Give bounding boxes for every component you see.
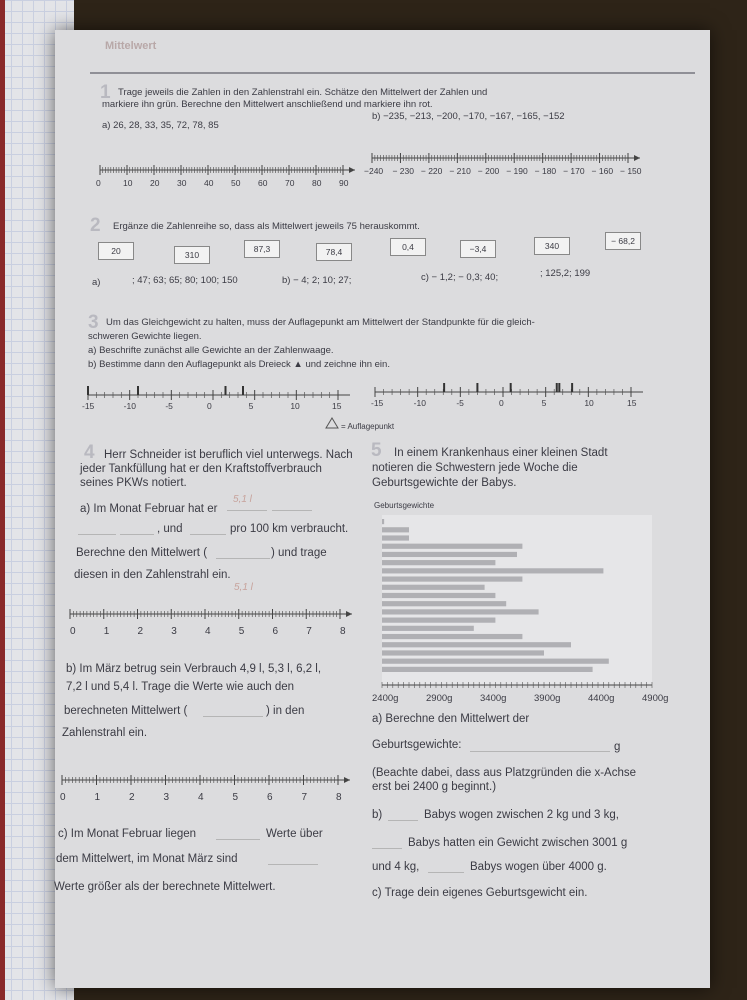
task5-a2: Geburtsgewichte: xyxy=(372,739,462,751)
axis-tick-label: 6 xyxy=(272,626,279,637)
task5-number: 5 xyxy=(371,440,382,461)
answer-blank[interactable] xyxy=(216,558,270,559)
axis-tick-label: − 150 xyxy=(620,166,642,176)
axis-tick-label: -15 xyxy=(82,401,95,411)
number-line-4b xyxy=(62,770,352,794)
axis-tick-label: 5 xyxy=(232,792,239,803)
task4-a2-mid: , und xyxy=(157,523,183,535)
task5-b1-end: Babys wogen zwischen 2 kg und 3 kg, xyxy=(424,809,619,821)
bar xyxy=(382,535,409,540)
task4-a4: diesen in den Zahlenstrahl ein. xyxy=(74,569,231,581)
task4-b2: 7,2 l und 5,4 l. Trage die Werte wie auch den xyxy=(66,681,295,693)
task1-number: 1 xyxy=(100,82,111,103)
answer-blank[interactable] xyxy=(470,751,610,752)
bar xyxy=(382,585,485,590)
axis-tick-label: − 200 xyxy=(477,166,500,176)
axis-tick-label: 20 xyxy=(150,178,160,188)
task3-line1: Um das Gleichgewicht zu halten, muss der Auflagepunkt am Mittelwert der Standpunkte für die gleich- xyxy=(106,317,535,328)
answer-blank[interactable] xyxy=(388,820,418,821)
task5-b3: und 4 kg, xyxy=(372,861,420,873)
task4-a1: a) Im Monat Februar hat er xyxy=(80,503,218,515)
arrow-icon xyxy=(634,155,640,161)
handwritten-value: 5,1 l xyxy=(234,582,253,593)
bar xyxy=(382,642,571,647)
answer-blank[interactable] xyxy=(203,716,263,717)
task3-number: 3 xyxy=(88,312,99,333)
axis-tick-label: 7 xyxy=(301,792,308,803)
axis-tick-label: − 210 xyxy=(449,166,471,176)
notebook-edge xyxy=(0,0,5,1000)
bar xyxy=(382,650,544,655)
task4-b3: berechneten Mittelwert ( xyxy=(64,705,188,717)
bar xyxy=(382,527,409,532)
axis-tick-label: -15 xyxy=(371,398,384,408)
number-line-4a xyxy=(70,604,355,628)
task4-b4: Zahlenstrahl ein. xyxy=(62,727,148,739)
task4-b3-end: ) in den xyxy=(266,705,305,717)
arrow-icon xyxy=(349,167,355,173)
chart-tick-label: 2900g xyxy=(426,693,453,704)
task4-c1: c) Im Monat Februar liegen xyxy=(58,828,197,840)
axis-tick-label: 10 xyxy=(584,398,594,408)
axis-tick-label: 1 xyxy=(94,792,101,803)
task4-number: 4 xyxy=(84,442,95,463)
chart-tick-label: 3400g xyxy=(480,693,507,704)
triangle-icon xyxy=(325,417,339,429)
axis-tick-label: 0 xyxy=(499,398,504,408)
task4-line3: seines PKWs notiert. xyxy=(80,477,187,489)
number-card: 310 xyxy=(174,246,210,264)
bar xyxy=(382,560,495,565)
axis-tick-label: − 180 xyxy=(534,166,557,176)
task1-a-label: a) 26, 28, 33, 35, 72, 78, 85 xyxy=(102,120,219,131)
answer-blank[interactable] xyxy=(78,534,116,535)
axis-tick-label: 90 xyxy=(339,178,349,188)
chart-tick-label: 3900g xyxy=(534,693,561,704)
axis-tick-label: 40 xyxy=(204,178,214,188)
task5-line3: Geburtsgewichte der Babys. xyxy=(372,477,517,489)
number-card: 20 xyxy=(98,242,134,260)
task4-c3: Werte größer als der berechnete Mittelwert. xyxy=(54,881,276,893)
task5-a2-unit: g xyxy=(614,741,621,753)
answer-blank[interactable] xyxy=(216,839,260,840)
task5-line1: In einem Krankenhaus einer kleinen Stadt xyxy=(394,447,608,459)
axis-tick-label: 0 xyxy=(70,626,76,637)
bar xyxy=(382,626,474,631)
task1-text-2: markiere ihn grün. Berechne den Mittelwert anschließend und markiere ihn rot. xyxy=(102,99,433,110)
header-rule xyxy=(90,72,695,74)
axis-tick-label: 4 xyxy=(205,626,211,637)
bar xyxy=(382,544,522,549)
axis-tick-label: − 190 xyxy=(506,166,528,176)
handwritten-value: 5,1 l xyxy=(233,494,252,505)
bar xyxy=(382,634,522,639)
axis-tick-label: − 160 xyxy=(591,166,614,176)
axis-tick-label: − 170 xyxy=(563,166,585,176)
task5-b3-end: Babys wogen über 4000 g. xyxy=(470,861,607,873)
axis-tick-label: 2 xyxy=(129,792,135,803)
task4-line1: Herr Schneider ist beruflich viel unterwegs. Nach xyxy=(104,449,353,461)
axis-tick-label: -5 xyxy=(165,401,173,411)
axis-tick-label: 7 xyxy=(306,626,312,637)
task1-b-label: b) −235, −213, −200, −170, −167, −165, −152 xyxy=(372,111,565,122)
answer-blank[interactable] xyxy=(190,534,226,535)
task5-a3: (Beachte dabei, dass aus Platzgründen die x-Achse xyxy=(372,767,637,779)
chart-title: Geburtsgewichte xyxy=(374,501,435,510)
axis-tick-label: 5 xyxy=(248,401,254,411)
number-card: 340 xyxy=(534,237,570,255)
answer-blank[interactable] xyxy=(372,848,402,849)
task4-c1-end: Werte über xyxy=(266,828,323,840)
answer-blank[interactable] xyxy=(272,510,312,511)
chart-tick-label: 4400g xyxy=(588,693,615,704)
axis-tick-label: 0 xyxy=(60,792,66,803)
axis-tick-label: 15 xyxy=(627,398,637,408)
number-card: 0,4 xyxy=(390,238,426,256)
task4-line2: jeder Tankfüllung hat er den Kraftstoffverbrauch xyxy=(80,463,322,475)
bar xyxy=(382,618,495,623)
axis-tick-label: 3 xyxy=(171,626,177,637)
task5-line2: notieren die Schwestern jede Woche die xyxy=(372,462,578,474)
bar xyxy=(382,593,495,598)
task4-a3-end: ) und trage xyxy=(271,547,327,559)
task5-a1: a) Berechne den Mittelwert der xyxy=(372,713,530,725)
axis-tick-label: − 230 xyxy=(392,166,414,176)
task2-number: 2 xyxy=(90,215,101,236)
legend-auflagepunkt: = Auflagepunkt xyxy=(341,422,395,431)
axis-tick-label: 3 xyxy=(163,792,170,803)
task3-line4: b) Bestimme dann den Auflagepunkt als Dreieck ▲ und zeichne ihn ein. xyxy=(88,359,390,370)
task4-a3: Berechne den Mittelwert ( xyxy=(76,547,208,559)
task3-line3: a) Beschrifte zunächst alle Gewichte an der Zahlenwaage. xyxy=(88,345,334,356)
axis-tick-label: -10 xyxy=(413,398,426,408)
axis-tick-label: 5 xyxy=(238,626,245,637)
page-title: Mittelwert xyxy=(105,40,157,52)
number-card: 87,3 xyxy=(244,240,280,258)
axis-tick-label: 5 xyxy=(541,398,547,408)
axis-tick-label: -10 xyxy=(123,401,136,411)
bar xyxy=(382,609,539,614)
axis-tick-label: 0 xyxy=(96,178,101,188)
axis-tick-label: 8 xyxy=(340,626,346,637)
axis-tick-label: 8 xyxy=(336,792,342,803)
axis-tick-label: 2 xyxy=(137,626,144,637)
axis-tick-label: 50 xyxy=(231,178,241,188)
chart-tick-label: 2400g xyxy=(372,693,399,704)
axis-tick-label: -5 xyxy=(456,398,464,408)
bar xyxy=(382,601,506,606)
task5-b2: Babys hatten ein Gewicht zwischen 3001 g xyxy=(408,837,628,849)
bar xyxy=(382,552,517,557)
axis-tick-label: 10 xyxy=(290,401,300,411)
task4-b1: b) Im März betrug sein Verbrauch 4,9 l, 5,3 l, 6,2 l, xyxy=(66,663,322,675)
axis-tick-label: −240 xyxy=(364,166,384,176)
number-card: −3,4 xyxy=(460,240,496,258)
answer-blank[interactable] xyxy=(268,864,318,865)
number-card: 78,4 xyxy=(316,243,352,261)
task5-c: c) Trage dein eigenes Geburtsgewicht ein. xyxy=(372,887,588,899)
answer-blank[interactable] xyxy=(120,534,154,535)
task2-c: c) − 1,2; − 0,3; 40; xyxy=(421,272,499,283)
axis-tick-label: 80 xyxy=(312,178,322,188)
task2-b: b) − 4; 2; 10; 27; xyxy=(282,275,352,286)
birthweight-chart xyxy=(382,515,657,690)
axis-tick-label: 70 xyxy=(285,178,295,188)
chart-tick-label: 4900g xyxy=(642,693,669,704)
task4-c2: dem Mittelwert, im Monat März sind xyxy=(56,853,238,865)
bar xyxy=(382,659,609,664)
task2-c-rest: ; 125,2; 199 xyxy=(540,268,591,279)
task1-text-1: Trage jeweils die Zahlen in den Zahlenstrahl ein. Schätze den Mittelwert der Zahlen und xyxy=(118,87,488,98)
task2-text: Ergänze die Zahlenreihe so, dass als Mittelwert jeweils 75 herauskommt. xyxy=(113,221,420,232)
arrow-icon xyxy=(344,777,350,783)
axis-tick-label: 60 xyxy=(258,178,268,188)
bar xyxy=(382,519,384,524)
axis-tick-label: 6 xyxy=(267,792,273,803)
task2-a-rest: ; 47; 63; 65; 80; 100; 150 xyxy=(132,275,238,286)
task3-line2: schweren Gewichte liegen. xyxy=(88,331,202,342)
task2-a: a) xyxy=(92,277,101,288)
bar xyxy=(382,667,593,672)
task5-a4: erst bei 2400 g beginnt.) xyxy=(372,781,497,793)
bar xyxy=(382,568,603,573)
arrow-icon xyxy=(346,611,352,617)
answer-blank[interactable] xyxy=(428,872,464,873)
axis-tick-label: 15 xyxy=(332,401,342,411)
axis-tick-label: 30 xyxy=(177,178,187,188)
task5-b1: b) xyxy=(372,809,383,821)
bar xyxy=(382,576,522,581)
axis-tick-label: 10 xyxy=(123,178,133,188)
axis-tick-label: 4 xyxy=(198,792,204,803)
axis-tick-label: 1 xyxy=(103,626,110,637)
axis-tick-label: 0 xyxy=(207,401,212,411)
number-card: − 68,2 xyxy=(605,232,641,250)
answer-blank[interactable] xyxy=(227,510,267,511)
task4-a2-end: pro 100 km verbraucht. xyxy=(230,523,349,535)
axis-tick-label: − 220 xyxy=(420,166,443,176)
